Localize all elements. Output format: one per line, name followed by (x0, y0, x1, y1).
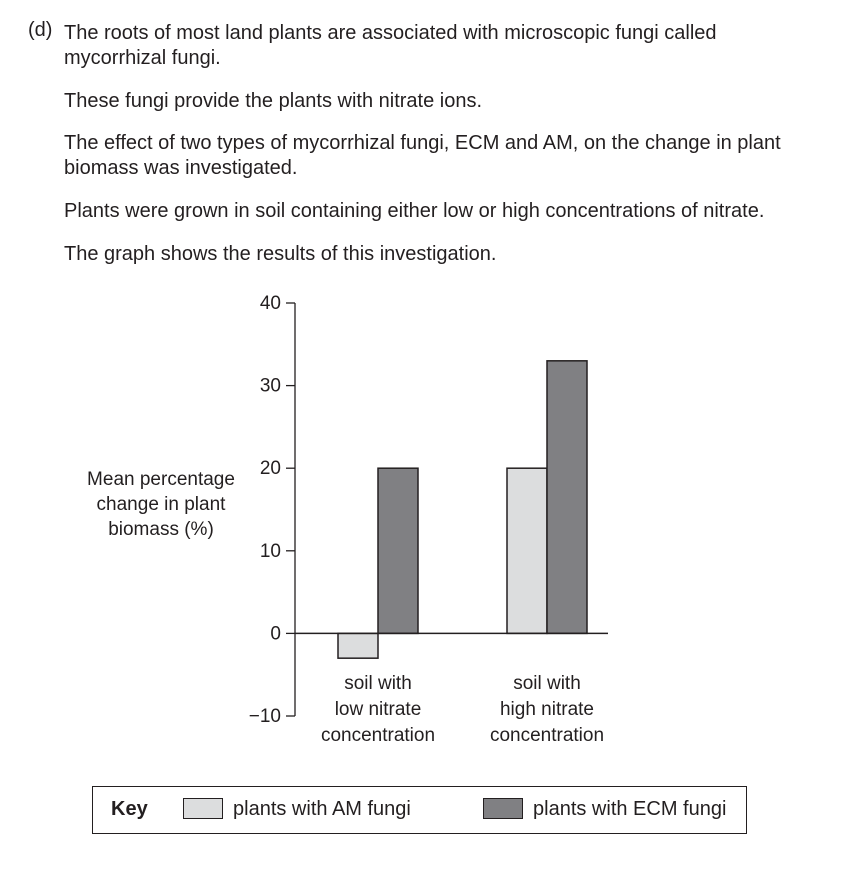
bar-am (338, 633, 378, 658)
question-text: Plants were grown in soil containing either low or high concentrations of nitrate. (64, 200, 765, 222)
y-axis-label: change in plant (96, 494, 226, 515)
key-label-ecm: plants with ECM fungi (533, 798, 727, 820)
key-title: Key (111, 798, 148, 820)
key-label-am: plants with AM fungi (233, 798, 411, 820)
chart-key (92, 786, 747, 834)
y-tick-label: 10 (259, 540, 281, 562)
question-text: The roots of most land plants are associated with microscopic fungi called mycorrhizal fungi. (64, 22, 717, 69)
bar-ecm (378, 468, 418, 633)
y-tick-label: −10 (248, 706, 281, 727)
question-text: The graph shows the results of this investigation. (64, 243, 497, 265)
category-label: concentration (489, 725, 605, 746)
category-label: soil with (344, 673, 412, 694)
y-tick-label: 40 (259, 293, 281, 314)
category-label: high nitrate (499, 699, 595, 720)
y-tick-label: 20 (259, 458, 281, 480)
y-axis-label: Mean percentage (87, 469, 235, 490)
question-text: The effect of two types of mycorrhizal fungi, ECM and AM, on the change in plant biomass was investigated. (64, 132, 781, 179)
category-label: concentration (320, 725, 436, 746)
y-tick-label: 0 (270, 623, 281, 645)
bar-am (507, 468, 547, 633)
bar-ecm (547, 361, 587, 634)
y-axis-label: biomass (%) (108, 519, 214, 540)
category-label: low nitrate (334, 699, 422, 720)
key-swatch-am (183, 798, 223, 819)
key-swatch-ecm (483, 798, 523, 819)
y-tick-label: 30 (259, 375, 281, 397)
category-label: soil with (513, 673, 581, 694)
question-label: (d) (28, 19, 53, 41)
question-text: These fungi provide the plants with nitrate ions. (64, 90, 483, 112)
